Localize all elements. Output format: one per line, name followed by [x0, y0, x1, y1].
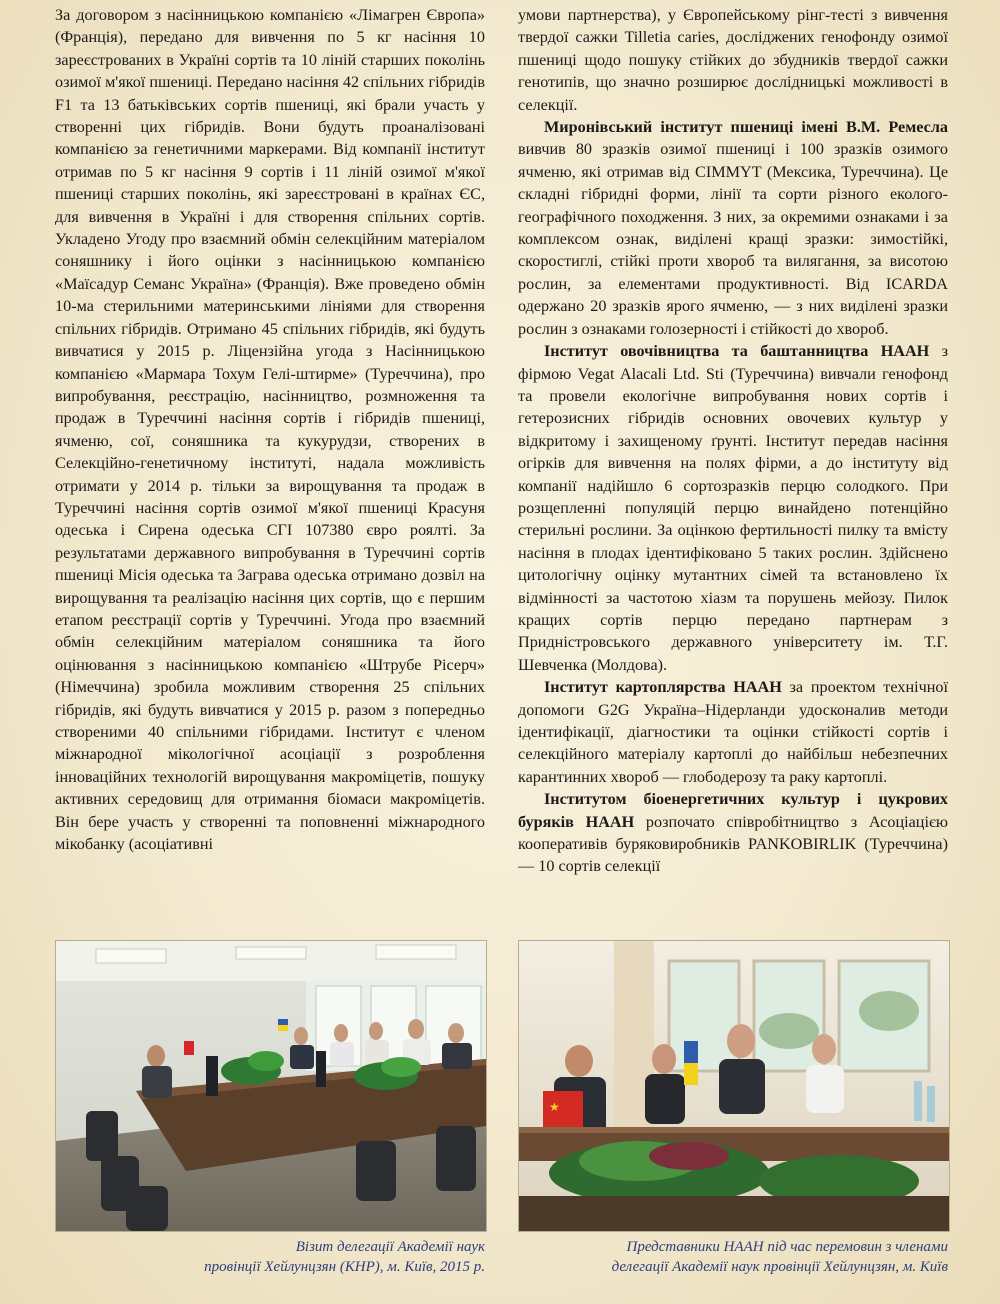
- left-paragraph-1: За договором з насінницькою компанією «Лімагрен Європа» (Франція), передано для вивчення по 5 кг насіння 10 зареєстрованих в Україні сортів та 10 ліній старших поколінь озимої м'якої пшениці. Передано насіння 42 спільних гібридів F1 та 13 батьківських сортів пшениці, які брали участь у створенні цих гібридів. Вони будуть проаналізовані компанією за генетичними маркерами. Від компанії інститут отримав по 5 кг насіння 9 сортів і 11 ліній озимої м'якої пшениці старших поколінь, які зареєстровані в країнах ЄС, для вивчення в Україні і для створення спільних сортів. Укладено Угоду про взаємний обмін селекційним матеріалом соняшнику і його оцінки з насінницькою компанією «Маїсадур Семанс Україна» (Франція). Вже проведено обмін 10-ма стерильними материнськими лініями для створення спільних гібридів. Отримано 45 спільних гібридів, які будуть вивчатися у 2015 р. Ліцензійна угода з Насінницькою компанією «Мармара Тохум Гелі-штирме» (Туреччина), про випробування, реєстрацію, насінництво, розмноження та продаж в Туреччині насіння сортів і гібридів пшениці, ячменю, сої, соняшника та кукурудзи, створених в Селекційно-генетичному інституті, надала можливість отримати у 2014 р. тільки за вирощування та продаж в Туреччині насіння сортів озимої м'якої пшениці Красуня одеська і Сирена одеська СГІ 107380 євро роялті. За результатами державного випробування в Туреччині сортів пшениці Місія одеська та Загравa одеська отримано дозвіл на вирощування та реалізацію насіння цих сортів, що є першим етапом реєстрації сортів у Туреччині. Угода про взаємний обмін селекційним матеріалом соняшника та його оцінювання з насінницькою компанією «Штрубе Рісерч» (Німеччина) зробила можливим створення 25 спільних гібридів, які будуть вивчатися у 2015 р. разом з попередньо створеними 40 спільними гібридами. Інститут є членом міжнародної мікологічної асоціації з розроблення інноваційних технологій вирощування макроміцетів, пошуку активних середовищ для отримання біомаси макроміцетів. Він бере участь у створенні та поповненні міжнародного мікобанку (асоціативні: [55, 6, 485, 854]
- meeting-photo-right: [518, 940, 950, 1232]
- paragraph-5-body: розпочато співробітництво з Асоціацією кооперативів буряковиробників PANKOBIRLIK (Туреччина) — 10 сортів селекції: [518, 812, 948, 876]
- svg-text:★: ★: [549, 1100, 560, 1114]
- meeting-room-illustration: [56, 941, 486, 1231]
- caption-right-line-2: делегації Академії наук провінції Хейлунцзян, м. Київ: [611, 1259, 948, 1275]
- right-paragraph-1: умови партнерства), у Європейському рінг-тесті з вивчення твердої сажки Tilletia caries, досліджених генофонду озимої пшениці щодо пошуку стійких до збудників твердої сажки генотипів, що значно розширює дослідницькі можливості в селекції.: [518, 6, 948, 114]
- meeting-photo-left: [55, 940, 487, 1232]
- caption-left-line-1: Візит делегації Академії наук: [295, 1239, 485, 1255]
- caption-right-line-1: Представники НААН під час перемовин з членами: [626, 1239, 948, 1255]
- paragraph-4-body: за проектом технічної допомоги G2G Україна–Нідерланди удосконалив методи ідентифікації, діагностики та оцінки стійкості сортів і селекційного матеріалу картоплі до найбільш небезпечних карантинних хвороб — глободерозу та раку картоплі.: [518, 678, 948, 786]
- institute-name-myronivka: Миронівський інститут пшениці імені В.М. Ремесла: [544, 118, 948, 137]
- caption-left-line-2: провінції Хейлунцзян (КНР), м. Київ, 2015 р.: [204, 1259, 485, 1275]
- institute-name-vegetable: Інститут овочівництва та баштанництва НААН: [544, 342, 930, 361]
- institute-name-bioenergy: Інститутом біоенергетичних культур і цукрових буряків НААН: [518, 790, 948, 831]
- right-paragraph-3: [518, 340, 948, 676]
- right-paragraph-4: [518, 676, 948, 788]
- paragraph-3-body: з фірмою Vegat Alacali Ltd. Sti (Туреччина) вивчали генофонд та провели екологічне випробування нових сортів і гетерозисних гібридів основних овочевих культур у відкритому і захищеному ґрунті. Інститут передав насіння огірків для вивчення на полях фірми, а до інституту від компанії надійшло 6 сортозразків перцю солодкого. При розщепленні популяцій перцю винайдено потенційно стерильні рослини. За оцінкою фертильності пилку та вмісту насіння в плодах ідентифіковано 5 таких рослин. Здійснено цитологічну оцінку мутантних сімей та встановлено їх відмінності за частотою хіазм та порушень мейозу. Пилок кращих сортів перцю передано партнерам з Придністровського державного університету ім. Т.Г. Шевченка (Молдова).: [518, 342, 948, 674]
- negotiation-illustration: [519, 941, 949, 1231]
- caption-right: [518, 1237, 948, 1277]
- caption-left: [55, 1237, 485, 1277]
- right-paragraph-5: [518, 788, 948, 878]
- institute-name-potato: Інститут картоплярства НААН: [544, 678, 782, 697]
- left-text-column: [55, 4, 485, 855]
- right-text-column: [518, 4, 948, 878]
- right-paragraph-2: [518, 116, 948, 340]
- paragraph-2-body: вивчив 80 зразків озимої пшениці і 100 зразків озимого ячменю, які отримав від CIMMYT (Мексика, Туреччина). Це складні гібридні форми, лінії та сорти різного еколого-географічного походження. З них, за окремими ознаками і за комплексом ознак, виділені кращі зразки: зимостійкі, скоростиглі, стійкі проти хвороб та вилягання, за висотою рослин, за елементами продуктивності. Від ICARDA одержано 20 зразків ярого ячменю, — з них виділені зразки рослин з ознаками голозерності і стійкості до хвороб.: [518, 140, 948, 338]
